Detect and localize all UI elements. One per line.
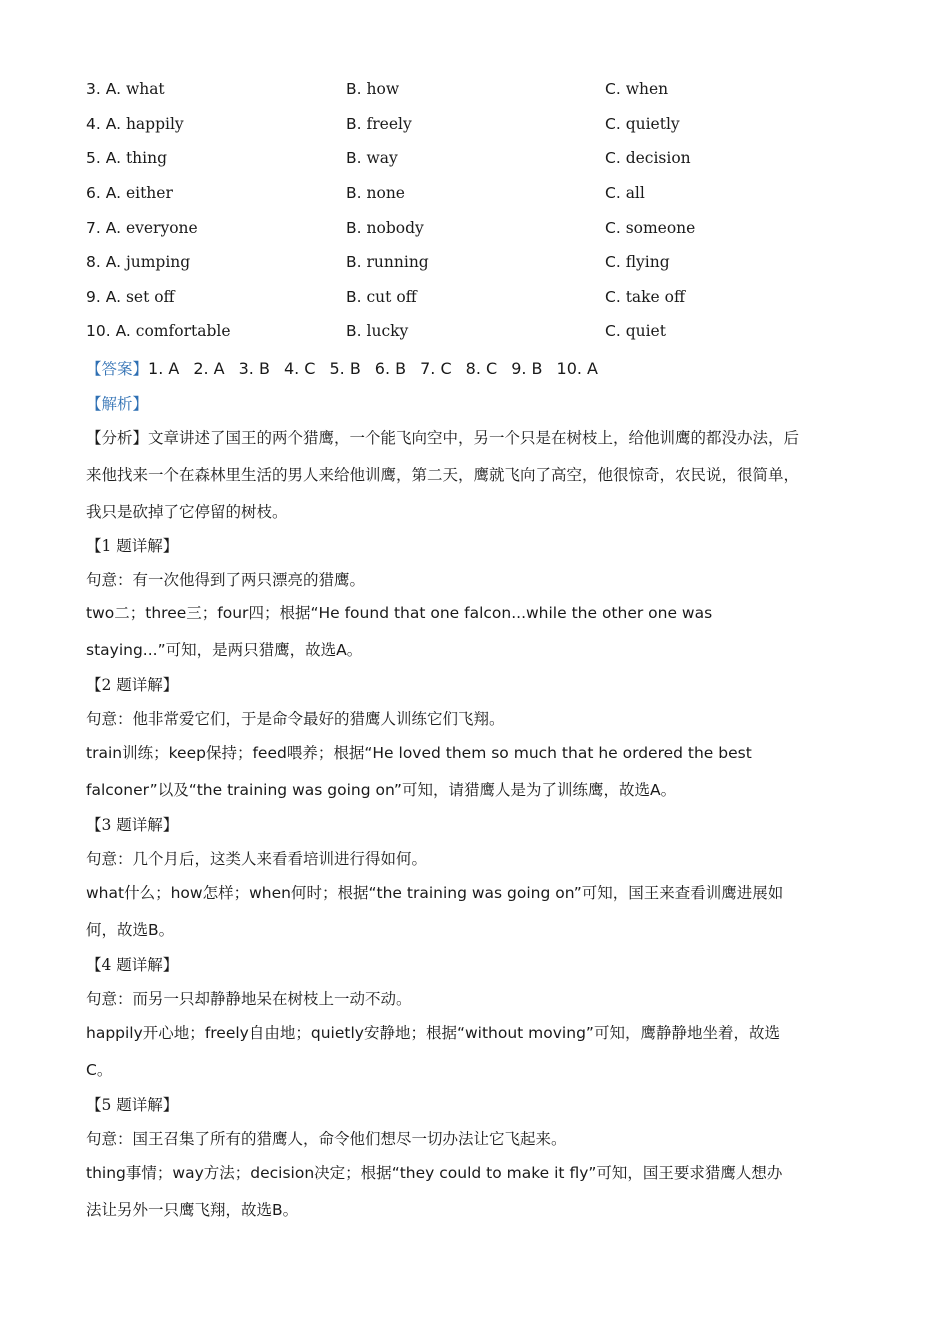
answer-item: 10. A [556, 359, 598, 378]
text-span: A [649, 781, 661, 799]
option-letter: B. [346, 253, 362, 271]
analysis-text: 【分析】文章讲述了国王的两个猎鹰，一个能飞向空中，另一个只是在树枝上，给他训鹰的都没办法，后 [86, 429, 800, 447]
option-text: none [366, 184, 405, 202]
answer-item: 4. C [283, 359, 316, 378]
text-span: quietly [310, 1024, 364, 1042]
text-span: what [86, 884, 125, 902]
text-span: happily [86, 1024, 143, 1042]
option-a [86, 80, 165, 98]
option-c [605, 322, 666, 340]
text-span: 何时；根据 [290, 884, 369, 902]
answer-item: 5. B [329, 359, 361, 378]
text-span: four [217, 604, 249, 622]
text-span: 安静地；根据 [363, 1024, 457, 1042]
option-text: take off [625, 288, 685, 306]
text-span: 。 [96, 1061, 113, 1079]
text-span: 何，故选 [86, 921, 149, 939]
option-letter: C. [605, 219, 621, 237]
option-a [86, 115, 184, 133]
option-text: lucky [366, 322, 409, 340]
text-span: “the training was going on” [368, 884, 582, 902]
text-span: 自由地； [248, 1024, 311, 1042]
option-c [605, 219, 695, 237]
text-span: A [336, 641, 347, 659]
text-span: 可知，国王要求猎鹰人想办 [596, 1164, 783, 1182]
option-letter: B. [346, 80, 362, 98]
text-span: thing [86, 1164, 126, 1182]
option-text: quietly [625, 115, 680, 133]
q2-explanation-line2 [86, 778, 876, 800]
option-text: happily [125, 115, 184, 133]
text-span: freely [204, 1024, 249, 1042]
option-text: all [625, 184, 645, 202]
option-letter: C. [605, 80, 621, 98]
option-letter: B. [346, 288, 362, 306]
option-b [346, 149, 398, 167]
text-span: “He found that one falcon...while the other one was [310, 604, 713, 622]
option-b [346, 322, 408, 340]
text-span: B [272, 1201, 283, 1219]
text-span: C [86, 1061, 97, 1079]
question-number: 8. [86, 253, 101, 271]
option-text: either [125, 184, 173, 202]
analysis-text: 来他找来一个在森林里生活的男人来给他训鹰，第二天，鹰就飞向了高空，他很惊奇，农民说，很简单， [86, 466, 800, 484]
text-span: 。 [660, 781, 677, 799]
text-span: “the training was going on” [188, 781, 402, 799]
question-number: 4. [86, 115, 101, 133]
text-span: 方法； [203, 1164, 251, 1182]
option-letter: B. [346, 149, 362, 167]
option-row [0, 149, 950, 175]
text-span: 可知，是两只猎鹰，故选 [165, 641, 337, 659]
text-span: keep [168, 744, 206, 762]
text-span: feed [252, 744, 287, 762]
text-span: 训练； [122, 744, 169, 762]
option-letter: A. [105, 253, 121, 271]
option-b [346, 288, 417, 306]
option-a [86, 219, 198, 237]
option-letter: C. [605, 115, 621, 133]
option-row [0, 322, 950, 348]
text-span: 可知，鹰静静地坐着，故选 [593, 1024, 780, 1042]
text-span: way [172, 1164, 204, 1182]
question-number: 7. [86, 219, 101, 237]
option-a [86, 253, 190, 271]
option-text: nobody [366, 219, 424, 237]
answer-item: 8. C [465, 359, 498, 378]
text-span: 三； [186, 604, 218, 622]
answer-item: 9. B [511, 359, 543, 378]
option-text: comfortable [135, 322, 231, 340]
answer-item: 7. C [420, 359, 452, 378]
option-letter: B. [346, 322, 362, 340]
text-span: “without moving” [456, 1024, 594, 1042]
option-text: decision [625, 149, 691, 167]
q1-explanation-line2 [86, 638, 876, 660]
text-span: 开心地； [142, 1024, 205, 1042]
text-span: 四；根据 [248, 604, 311, 622]
text-span: how [170, 884, 203, 902]
option-text: how [366, 80, 400, 98]
q5-explanation-line1 [86, 1161, 876, 1183]
option-letter: A. [115, 322, 131, 340]
answer-tag: 【答案】 [86, 360, 149, 378]
option-text: cut off [366, 288, 417, 306]
q1-heading: 【1 题详解】 [86, 537, 179, 555]
answer-item: 6. B [374, 359, 407, 378]
q4-explanation-line1 [86, 1021, 876, 1043]
text-span: when [249, 884, 291, 902]
text-span: 决定；根据 [314, 1164, 392, 1182]
q5-heading: 【5 题详解】 [86, 1096, 179, 1114]
option-a [86, 184, 173, 202]
option-c [605, 115, 680, 133]
question-number: 10. [86, 322, 111, 340]
text-span: “they could to make it fly” [391, 1164, 597, 1182]
q3-meaning: 句意：几个月后，这类人来看看培训进行得如何。 [86, 850, 428, 868]
text-span: 可知，请猎鹰人是为了训练鹰，故选 [401, 781, 650, 799]
text-span: two [86, 604, 115, 622]
option-text: running [366, 253, 429, 271]
answer-list [148, 359, 612, 378]
option-a [86, 288, 175, 306]
analysis-text: 我只是砍掉了它停留的树枝。 [86, 503, 288, 521]
option-c [605, 80, 668, 98]
text-span: 保持； [205, 744, 253, 762]
text-span: 可知，国王来查看训鹰进展如 [581, 884, 784, 902]
answer-item: 1. A [148, 359, 180, 378]
text-span: “He loved them so much that he ordered the best [364, 744, 752, 762]
question-number: 9. [86, 288, 101, 306]
option-letter: A. [105, 184, 121, 202]
text-span: 怎样； [202, 884, 250, 902]
option-text: when [625, 80, 669, 98]
answer-item: 3. B [238, 359, 270, 378]
option-row [0, 115, 950, 141]
option-text: set off [125, 288, 175, 306]
option-letter: A. [105, 115, 121, 133]
option-text: what [125, 80, 165, 98]
q4-explanation-line2 [86, 1058, 876, 1080]
answer-item: 2. A [193, 359, 225, 378]
option-a [86, 322, 231, 340]
text-span: falconer” [86, 781, 158, 799]
text-span: train [86, 744, 123, 762]
q1-meaning: 句意：有一次他得到了两只漂亮的猎鹰。 [86, 571, 366, 589]
q2-explanation-line1 [86, 741, 876, 763]
option-letter: B. [346, 115, 362, 133]
option-b [346, 253, 429, 271]
option-letter: C. [605, 149, 621, 167]
option-letter: A. [105, 288, 121, 306]
option-b [346, 80, 399, 98]
option-letter: B. [346, 219, 362, 237]
option-b [346, 115, 412, 133]
option-row [0, 184, 950, 210]
option-row [0, 219, 950, 245]
text-span: 二； [114, 604, 146, 622]
text-span: 。 [346, 641, 363, 659]
option-c [605, 288, 685, 306]
option-text: everyone [125, 219, 198, 237]
text-span: decision [250, 1164, 315, 1182]
option-letter: C. [605, 184, 621, 202]
question-number: 6. [86, 184, 101, 202]
analysis-tag: 【解析】 [86, 395, 149, 413]
option-text: freely [366, 115, 412, 133]
text-span: 什么； [124, 884, 171, 902]
option-text: thing [125, 149, 168, 167]
option-text: way [366, 149, 398, 167]
option-a [86, 149, 167, 167]
option-b [346, 184, 405, 202]
q3-heading: 【3 题详解】 [86, 816, 179, 834]
option-c [605, 253, 670, 271]
option-letter: A. [105, 149, 121, 167]
option-c [605, 149, 691, 167]
q5-meaning: 句意：国王召集了所有的猎鹰人，命令他们想尽一切办法让它飞起来。 [86, 1130, 567, 1148]
text-span: 事情； [125, 1164, 173, 1182]
option-b [346, 219, 424, 237]
q4-heading: 【4 题详解】 [86, 956, 179, 974]
q3-explanation-line1 [86, 881, 876, 903]
q2-meaning: 句意：他非常爱它们，于是命令最好的猎鹰人训练它们飞翔。 [86, 710, 505, 728]
q1-explanation-line1 [86, 601, 876, 623]
option-row [0, 253, 950, 279]
text-span: B [148, 921, 159, 939]
q2-heading: 【2 题详解】 [86, 676, 179, 694]
question-number: 5. [86, 149, 101, 167]
option-text: jumping [125, 253, 191, 271]
option-letter: A. [105, 219, 121, 237]
option-letter: C. [605, 253, 621, 271]
text-span: 以及 [157, 781, 189, 799]
answer-line [86, 357, 876, 379]
option-letter: C. [605, 288, 621, 306]
option-letter: B. [346, 184, 362, 202]
text-span: 法让另外一只鹰飞翔，故选 [86, 1201, 273, 1219]
text-span: 。 [158, 921, 175, 939]
text-span: 喂养；根据 [286, 744, 365, 762]
option-c [605, 184, 645, 202]
q5-explanation-line2 [86, 1198, 876, 1220]
text-span: 。 [282, 1201, 299, 1219]
option-letter: A. [105, 80, 121, 98]
option-text: flying [625, 253, 670, 271]
question-number: 3. [86, 80, 101, 98]
option-text: someone [625, 219, 696, 237]
q3-explanation-line2 [86, 918, 876, 940]
text-span: three [145, 604, 187, 622]
q4-meaning: 句意：而另一只却静静地呆在树枝上一动不动。 [86, 990, 412, 1008]
option-text: quiet [625, 322, 666, 340]
text-span: staying...” [86, 641, 166, 659]
option-letter: C. [605, 322, 621, 340]
option-row [0, 80, 950, 106]
option-row [0, 288, 950, 314]
